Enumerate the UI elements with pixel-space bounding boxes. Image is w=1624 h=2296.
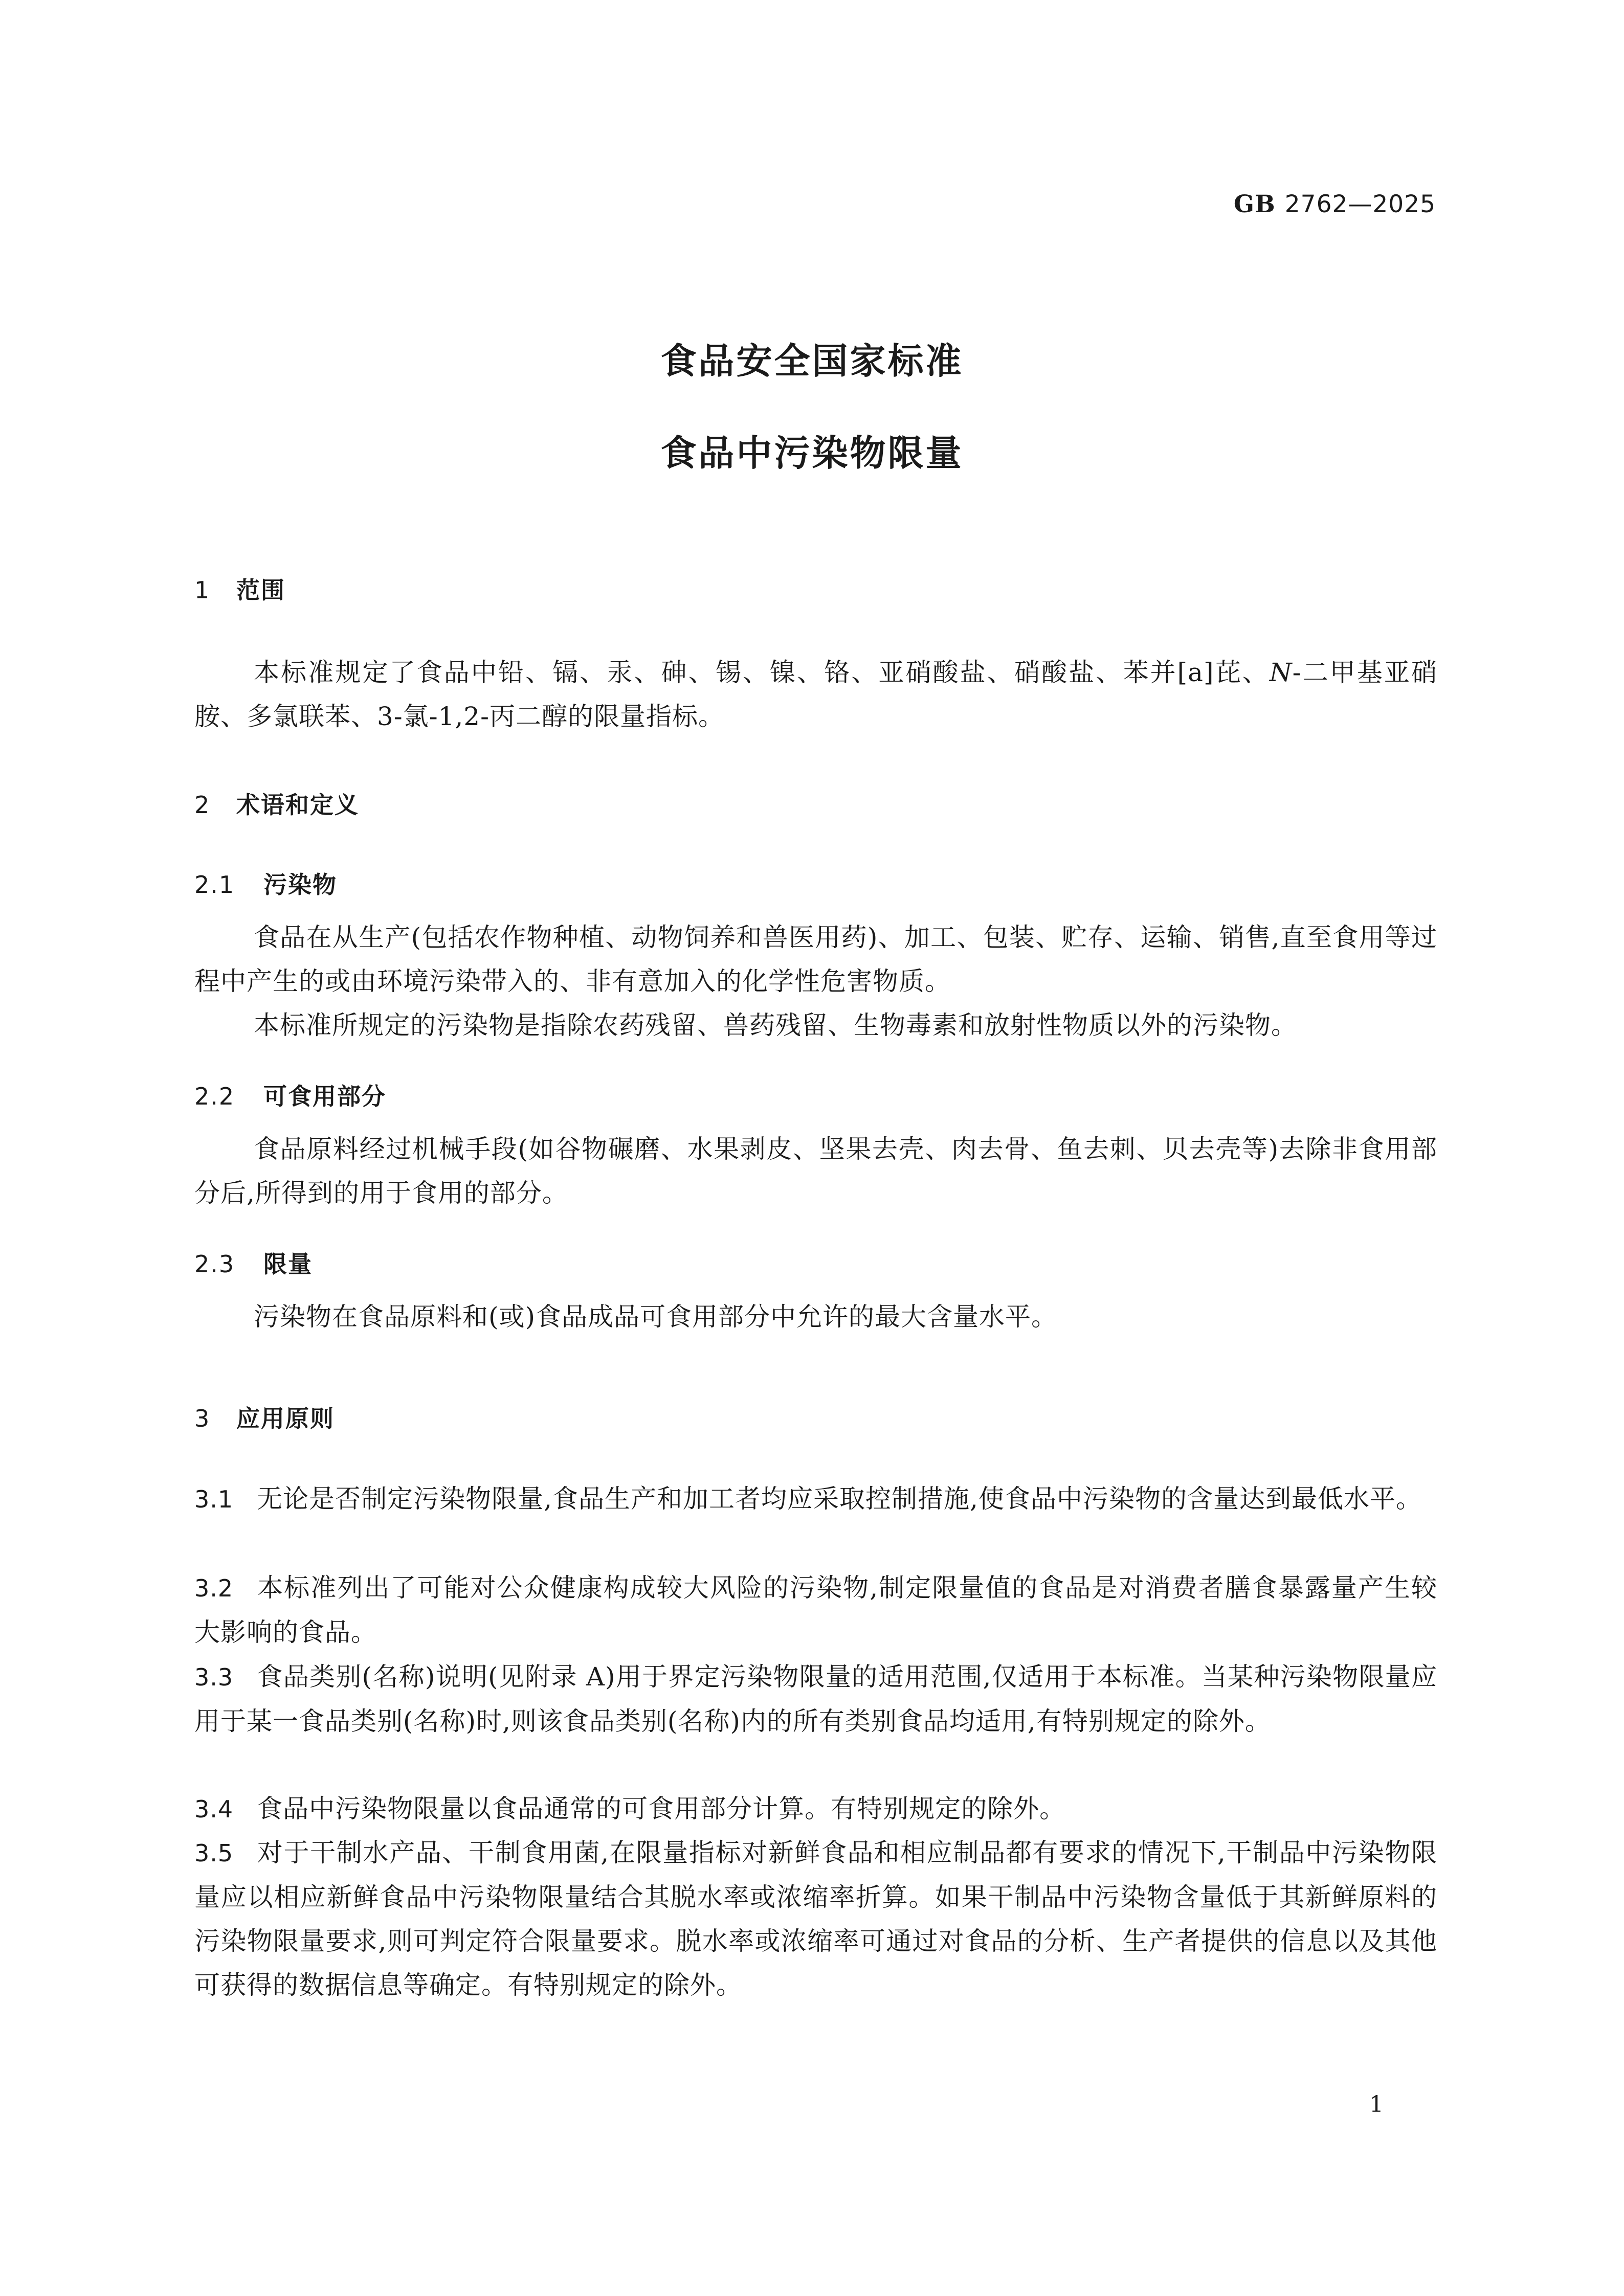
section-title: 范围 bbox=[236, 576, 285, 604]
subsection-number: 2.2 bbox=[194, 1083, 235, 1110]
section-title: 术语和定义 bbox=[236, 791, 359, 819]
document-title-line2: 食品中污染物限量 bbox=[660, 432, 964, 474]
clause-3-3 bbox=[194, 1655, 1437, 1743]
clause-number: 3.5 bbox=[194, 1839, 234, 1867]
clause-3-4 bbox=[194, 1787, 1437, 1831]
contaminant-scope-note: 本标准所规定的污染物是指除农药残留、兽药残留、生物毒素和放射性物质以外的污染物。 bbox=[254, 1010, 1297, 1040]
clause-number: 3.2 bbox=[194, 1574, 234, 1602]
clause-text: 无论是否制定污染物限量,食品生产和加工者均应采取控制措施,使食品中污染物的含量达到最低水平。 bbox=[257, 1484, 1422, 1514]
subsection-title: 污染物 bbox=[263, 871, 337, 898]
subsection-title: 限量 bbox=[263, 1250, 313, 1278]
standard-code-number: 2762—2025 bbox=[1284, 190, 1436, 218]
subsection-number: 2.3 bbox=[194, 1250, 235, 1278]
clause-text: 食品类别(名称)说明(见附录 A)用于界定污染物限量的适用范围,仅适用于本标准。当某种污染物限量应用于某一食品类别(名称)时,则该食品类别(名称)内的所有类别食品均适用,有特别规定的除外。 bbox=[194, 1662, 1437, 1736]
clause-3-2 bbox=[194, 1566, 1437, 1654]
section-number: 3 bbox=[194, 1405, 211, 1432]
standard-code-prefix: GB bbox=[1233, 190, 1276, 218]
section-heading-terms bbox=[194, 786, 359, 820]
clause-text: 本标准列出了可能对公众健康构成较大风险的污染物,制定限量值的食品是对消费者膳食暴露量产生较大影响的食品。 bbox=[194, 1573, 1437, 1647]
scope-text-part2: -二甲基亚硝胺、多氯联苯、3-氯-1,2-丙二醇的限量指标。 bbox=[194, 658, 1437, 731]
section-heading-principles bbox=[194, 1400, 335, 1434]
contaminant-definition: 食品在从生产(包括农作物种植、动物饲养和兽医用药)、加工、包装、贮存、运输、销售,直至食用等过程中产生的或由环境污染带入的、非有意加入的化学性危害物质。 bbox=[194, 922, 1437, 996]
section-title: 应用原则 bbox=[236, 1405, 335, 1432]
clause-number: 3.1 bbox=[194, 1485, 234, 1513]
limit-definition: 污染物在食品原料和(或)食品成品可食用部分中允许的最大含量水平。 bbox=[254, 1302, 1058, 1332]
clause-number: 3.3 bbox=[194, 1663, 234, 1691]
scope-text-part1: 本标准规定了食品中铅、镉、汞、砷、锡、镍、铬、亚硝酸盐、硝酸盐、苯并[a]芘、 bbox=[254, 658, 1270, 687]
document-title-line1: 食品安全国家标准 bbox=[660, 340, 964, 382]
subsection-heading-limit bbox=[194, 1246, 313, 1279]
clause-3-5 bbox=[194, 1831, 1437, 2007]
clause-number: 3.4 bbox=[194, 1795, 234, 1823]
section-number: 1 bbox=[194, 576, 211, 604]
subsection-heading-contaminant bbox=[194, 866, 337, 900]
clause-3-1 bbox=[194, 1477, 1437, 1521]
section-number: 2 bbox=[194, 791, 211, 819]
section-heading-scope bbox=[194, 572, 285, 605]
scope-italic-n: N bbox=[1269, 658, 1293, 687]
edible-portion-definition: 食品原料经过机械手段(如谷物碾磨、水果剥皮、坚果去壳、肉去骨、鱼去刺、贝去壳等)去除非食用部分后,所得到的用于食用的部分。 bbox=[194, 1134, 1437, 1208]
subsection-title: 可食用部分 bbox=[263, 1083, 386, 1110]
subsection-number: 2.1 bbox=[194, 871, 235, 898]
page-number: 1 bbox=[1369, 2091, 1384, 2118]
clause-text: 食品中污染物限量以食品通常的可食用部分计算。有特别规定的除外。 bbox=[257, 1794, 1066, 1824]
standard-code bbox=[1234, 190, 1436, 218]
scope-paragraph bbox=[194, 650, 1437, 738]
subsection-heading-edible-portion bbox=[194, 1078, 386, 1112]
clause-text: 对于干制水产品、干制食用菌,在限量指标对新鲜食品和相应制品都有要求的情况下,干制品中污染物限量应以相应新鲜食品中污染物限量结合其脱水率或浓缩率折算。如果干制品中污染物含量低于其新鲜原料的污染物限量要求,则可判定符合限量要求。脱水率或浓缩率可通过对食品的分析、生产者提供的信息以及其他可获得的数据信息等确定。有特别规定的除外。 bbox=[194, 1838, 1437, 2000]
